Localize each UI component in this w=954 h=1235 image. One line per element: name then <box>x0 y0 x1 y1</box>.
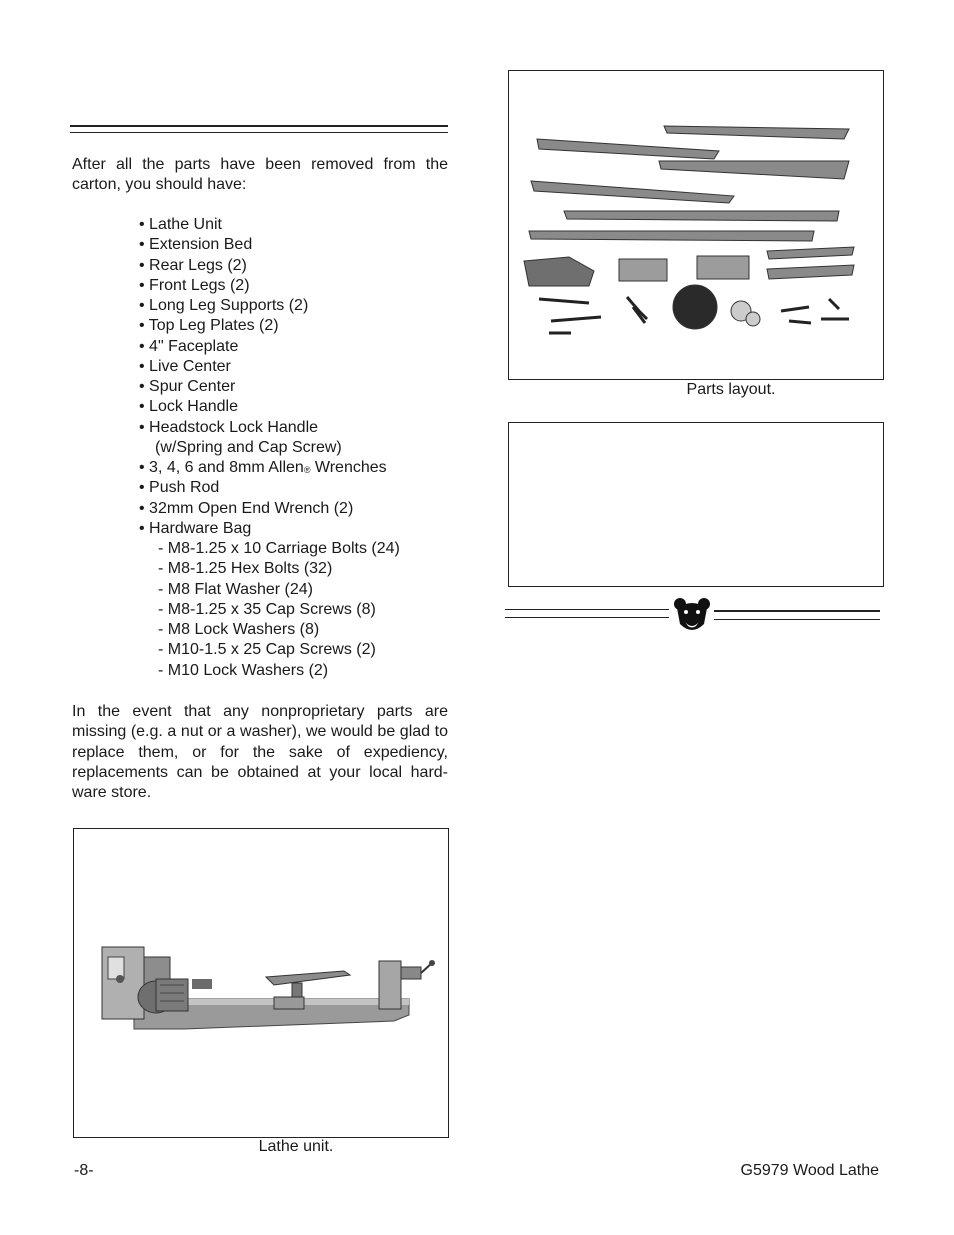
parts-illustration <box>509 71 882 378</box>
parts-caption: Parts layout. <box>686 381 776 398</box>
intro-paragraph: After all the parts have been removed from the carton, you should have: <box>72 156 448 194</box>
logo-divider-right <box>714 610 880 612</box>
parts-figure <box>508 70 884 380</box>
hardware-item: - M10-1.5 x 25 Cap Screws (2) <box>158 641 376 659</box>
hardware-item: - M8-1.25 x 10 Carriage Bolts (24) <box>158 540 400 557</box>
list-item-sub: (w/Spring and Cap Screw) <box>155 438 342 456</box>
hardware-list <box>139 539 439 681</box>
logo-divider-left-2 <box>505 617 669 618</box>
section-rule-thin <box>70 132 448 133</box>
hardware-item: - M10 Lock Washers (2) <box>158 661 329 679</box>
allen-prefix: • 3, 4, 6 and 8mm Allen <box>139 459 304 476</box>
bear-head-icon <box>672 596 712 636</box>
note-box <box>508 422 884 587</box>
list-item: • Headstock Lock Handle <box>139 418 319 436</box>
lathe-figure <box>73 828 449 1138</box>
list-item: • Spur Center <box>139 378 236 395</box>
list-item: • Lock Handle <box>139 398 238 416</box>
list-item: • 32mm Open End Wrench (2) <box>139 499 354 517</box>
list-item: • Front Legs (2) <box>139 276 250 294</box>
inventory-list <box>139 215 439 681</box>
hardware-item: - M8-1.25 x 35 Cap Screws (8) <box>158 600 376 618</box>
page-number: -8- <box>74 1162 94 1179</box>
list-item <box>139 458 439 478</box>
logo-divider-left <box>505 609 669 610</box>
list-item: • Push Rod <box>139 479 220 497</box>
hardware-item: - M8 Lock Washers (8) <box>158 621 320 638</box>
allen-suffix: Wrenches <box>310 459 387 476</box>
hardware-item: - M8 Flat Washer (24) <box>158 580 313 598</box>
lathe-illustration <box>74 829 447 1136</box>
hardware-item: - M8-1.25 Hex Bolts (32) <box>158 560 333 578</box>
registered-mark: ® <box>303 465 311 475</box>
list-item: • Lathe Unit <box>139 216 222 233</box>
section-rule <box>70 125 448 127</box>
list-item: • Hardware Bag <box>139 519 252 537</box>
missing-parts-paragraph: In the event that any nonproprietary parts are missing (e.g. a nut or a washer), we would be glad to replace them, or for the sake of expediency, replacements can be obtained at your local hard-ware store. <box>72 703 448 802</box>
list-item: • Top Leg Plates (2) <box>139 317 279 335</box>
list-item: • Live Center <box>139 357 231 375</box>
logo-divider-right-2 <box>714 619 880 620</box>
list-item: • Extension Bed <box>139 236 253 254</box>
list-item: • Long Leg Supports (2) <box>139 297 309 314</box>
list-item: • 4" Faceplate <box>139 337 239 355</box>
lathe-caption: Lathe unit. <box>258 1138 334 1155</box>
list-item: • Rear Legs (2) <box>139 256 247 274</box>
footer-title: G5979 Wood Lathe <box>740 1162 879 1179</box>
